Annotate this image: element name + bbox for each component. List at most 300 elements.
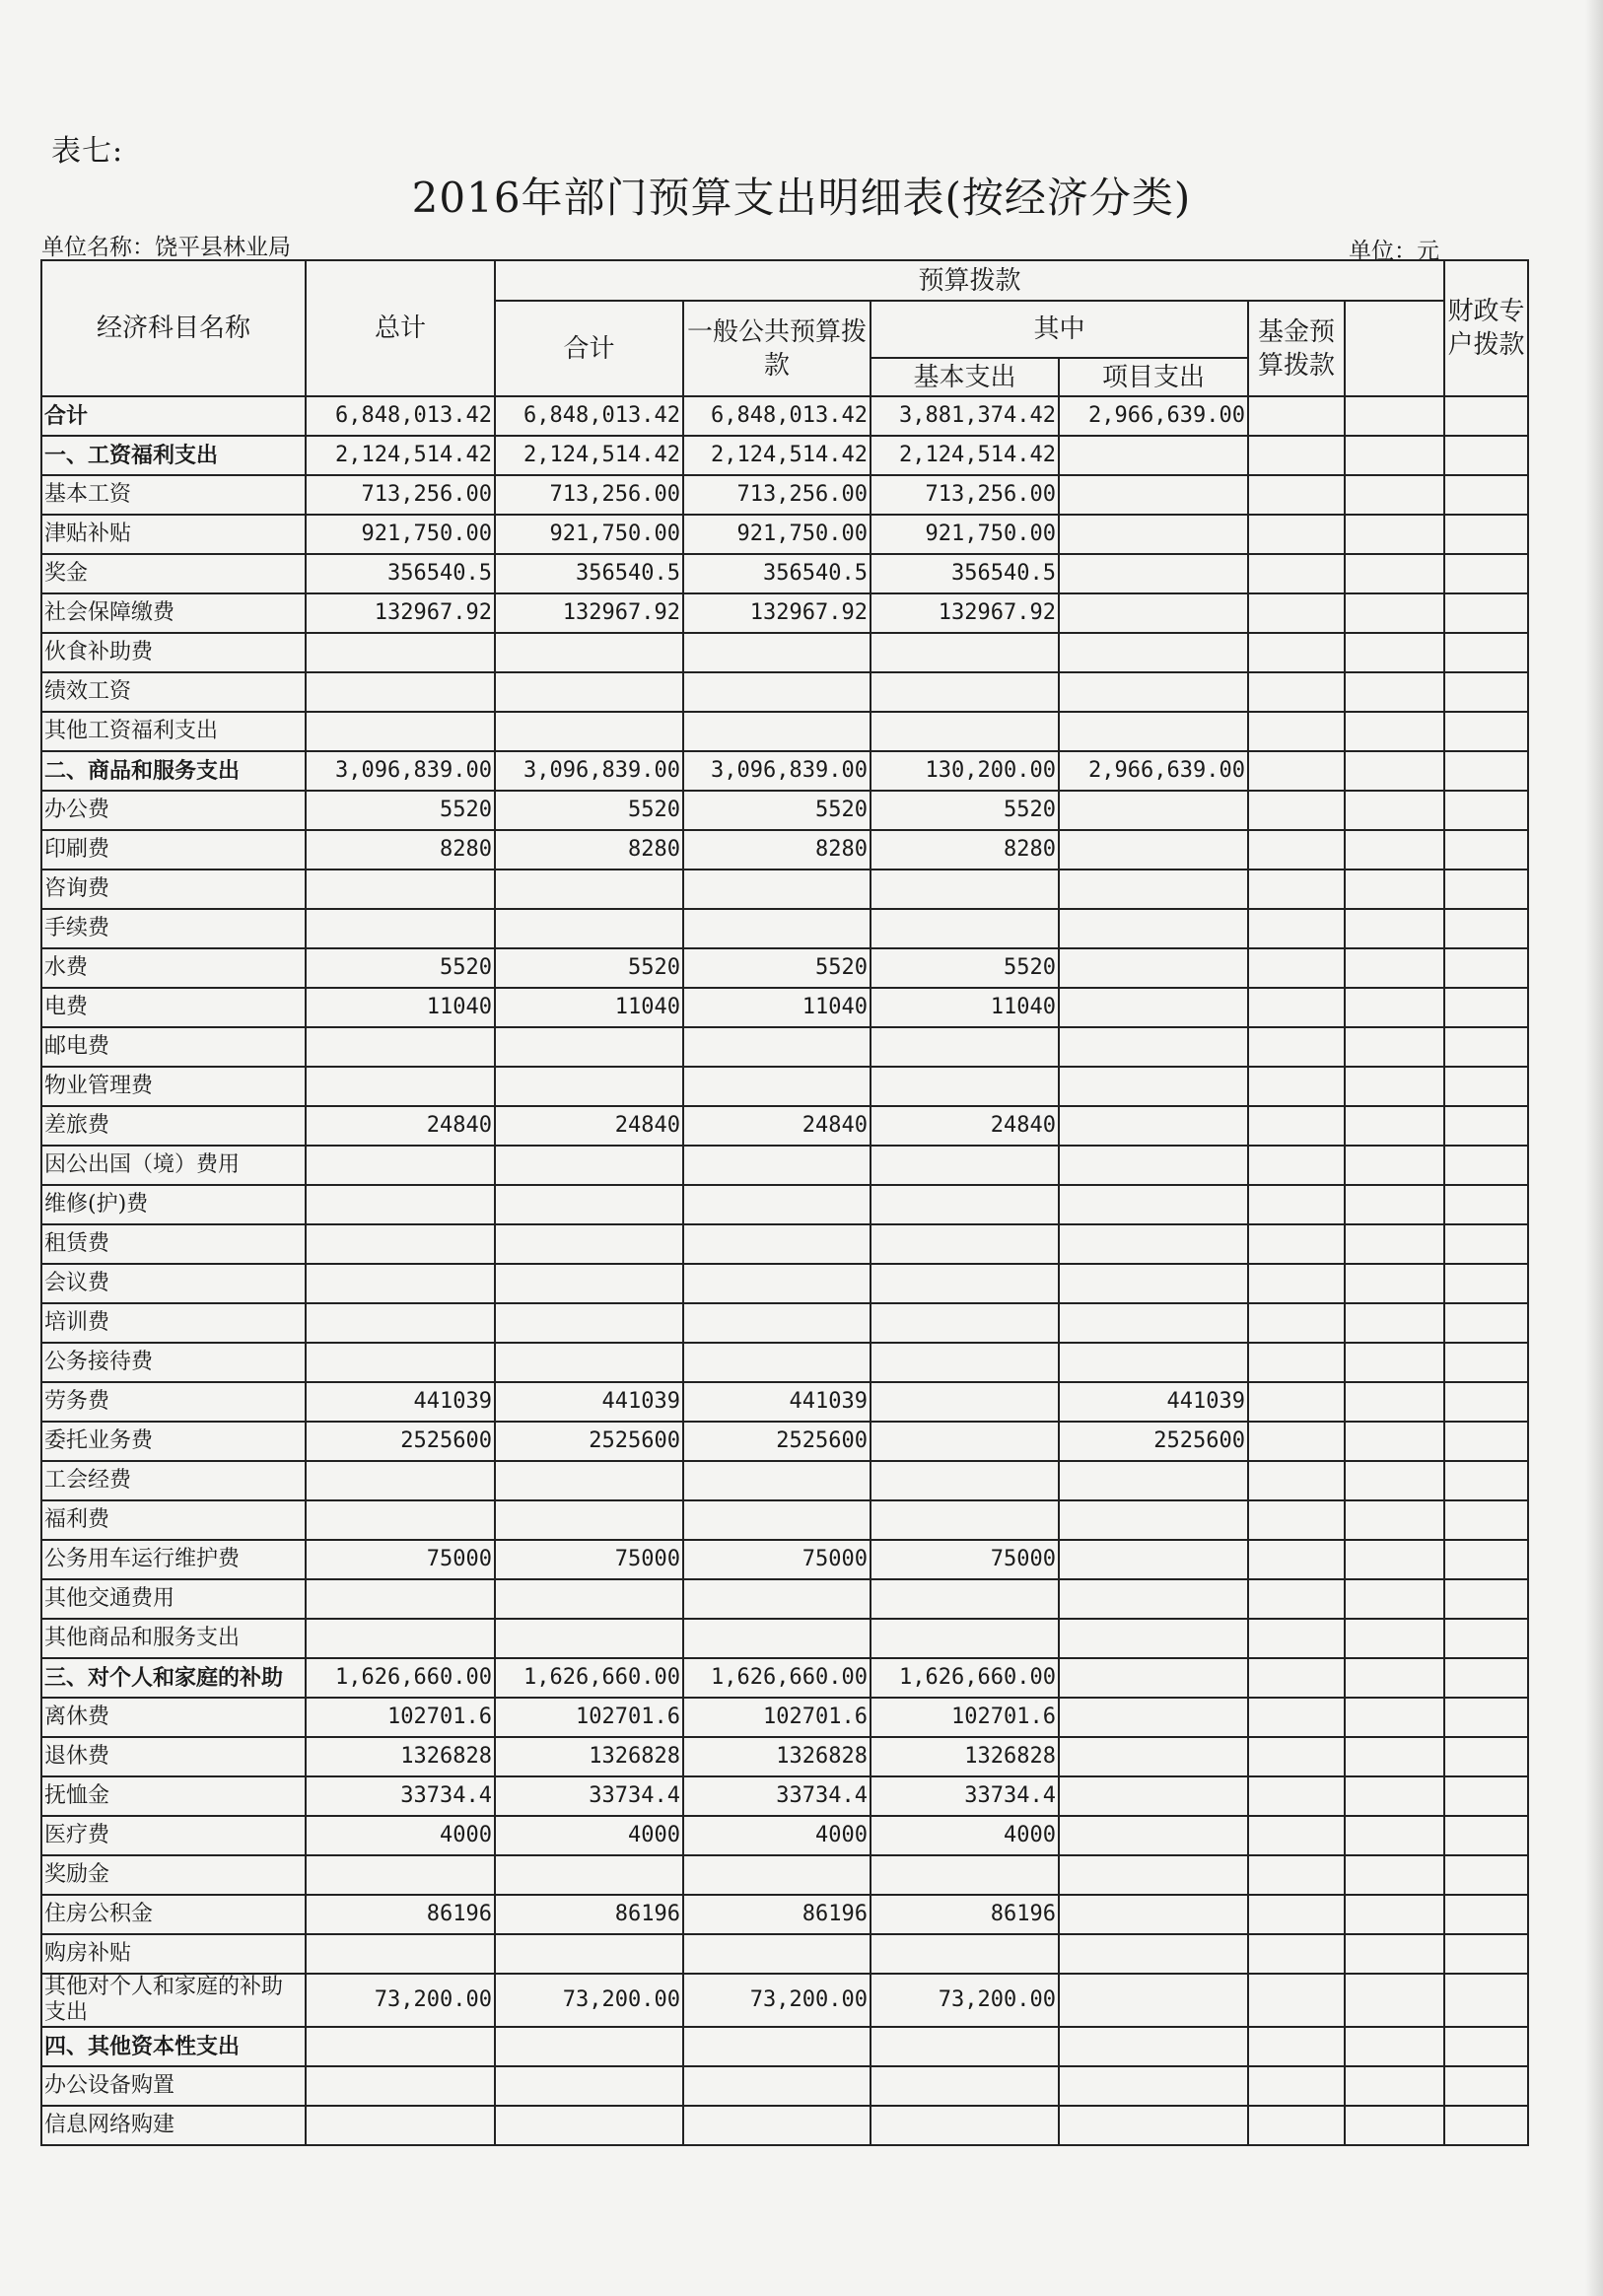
row-name-cell: 二、商品和服务支出 xyxy=(41,751,306,791)
cell-finance xyxy=(1345,1619,1444,1658)
row-name-cell: 办公费 xyxy=(41,791,306,830)
cell-sum xyxy=(495,2106,683,2145)
row-name-cell: 邮电费 xyxy=(41,1027,306,1067)
cell-fund xyxy=(1248,1185,1345,1224)
cell-sum: 86196 xyxy=(495,1895,683,1934)
cell-basic xyxy=(871,672,1059,712)
cell-general: 73,200.00 xyxy=(683,1974,871,2027)
cell-finance xyxy=(1345,1303,1444,1343)
cell-basic xyxy=(871,1343,1059,1382)
cell-fund xyxy=(1248,1461,1345,1500)
cell-total: 24840 xyxy=(306,1106,495,1146)
row-name-cell: 三、对个人和家庭的补助 xyxy=(41,1658,306,1698)
row-name-cell: 差旅费 xyxy=(41,1106,306,1146)
cell-finance xyxy=(1345,396,1444,436)
row-name-cell: 其他交通费用 xyxy=(41,1579,306,1619)
cell-finance xyxy=(1345,1500,1444,1540)
cell-total xyxy=(306,1224,495,1264)
table-row xyxy=(41,1185,1528,1224)
cell-basic xyxy=(871,1855,1059,1895)
table-row xyxy=(41,988,1528,1027)
cell-fund xyxy=(1248,2106,1345,2145)
row-name-cell: 一、工资福利支出 xyxy=(41,436,306,475)
table-row xyxy=(41,1619,1528,1658)
table-row xyxy=(41,475,1528,515)
table-row xyxy=(41,1974,1528,2027)
cell-finance xyxy=(1345,515,1444,554)
row-name-cell: 购房补贴 xyxy=(41,1934,306,1974)
cell-project xyxy=(1059,1264,1248,1303)
cell-general: 5520 xyxy=(683,791,871,830)
row-name-cell: 退休费 xyxy=(41,1737,306,1776)
cell-fund xyxy=(1248,475,1345,515)
cell-basic xyxy=(871,2027,1059,2066)
cell-finance xyxy=(1345,870,1444,909)
cell-sum xyxy=(495,1224,683,1264)
table-row xyxy=(41,1461,1528,1500)
row-name-cell: 津贴补贴 xyxy=(41,515,306,554)
cell-total xyxy=(306,2066,495,2106)
cell-other xyxy=(1444,1658,1528,1698)
cell-total xyxy=(306,1264,495,1303)
cell-fund xyxy=(1248,1855,1345,1895)
cell-other xyxy=(1444,1343,1528,1382)
cell-fund xyxy=(1248,1934,1345,1974)
cell-total xyxy=(306,672,495,712)
cell-other xyxy=(1444,1776,1528,1816)
cell-finance xyxy=(1345,1776,1444,1816)
cell-basic: 5520 xyxy=(871,948,1059,988)
row-name-cell: 合计 xyxy=(41,396,306,436)
cell-basic xyxy=(871,1264,1059,1303)
cell-other xyxy=(1444,593,1528,633)
table-row xyxy=(41,870,1528,909)
col-header-budget-group: 预算拨款 xyxy=(495,260,1444,301)
cell-general: 2525600 xyxy=(683,1422,871,1461)
cell-general xyxy=(683,633,871,672)
cell-finance xyxy=(1345,988,1444,1027)
table-row xyxy=(41,436,1528,475)
cell-basic xyxy=(871,1224,1059,1264)
cell-other xyxy=(1444,988,1528,1027)
table-label: 表七: xyxy=(51,134,124,169)
cell-project xyxy=(1059,593,1248,633)
cell-basic: 3,881,374.42 xyxy=(871,396,1059,436)
cell-total xyxy=(306,1461,495,1500)
cell-finance xyxy=(1345,948,1444,988)
cell-sum xyxy=(495,1461,683,1500)
cell-finance xyxy=(1345,1816,1444,1855)
cell-fund xyxy=(1248,1027,1345,1067)
cell-basic xyxy=(871,1619,1059,1658)
cell-total: 5520 xyxy=(306,948,495,988)
cell-fund xyxy=(1248,2027,1345,2066)
cell-basic: 5520 xyxy=(871,791,1059,830)
cell-fund xyxy=(1248,515,1345,554)
cell-total: 86196 xyxy=(306,1895,495,1934)
cell-finance xyxy=(1345,1146,1444,1185)
row-name-cell: 公务接待费 xyxy=(41,1343,306,1382)
cell-general xyxy=(683,870,871,909)
cell-total: 2525600 xyxy=(306,1422,495,1461)
cell-basic xyxy=(871,1500,1059,1540)
cell-other xyxy=(1444,1500,1528,1540)
cell-project xyxy=(1059,1974,1248,2027)
cell-general: 5520 xyxy=(683,948,871,988)
cell-other xyxy=(1444,1382,1528,1422)
cell-total: 441039 xyxy=(306,1382,495,1422)
cell-fund xyxy=(1248,1106,1345,1146)
cell-other xyxy=(1444,1698,1528,1737)
table-row xyxy=(41,515,1528,554)
cell-basic: 356540.5 xyxy=(871,554,1059,593)
cell-finance xyxy=(1345,554,1444,593)
cell-basic: 1326828 xyxy=(871,1737,1059,1776)
cell-basic: 4000 xyxy=(871,1816,1059,1855)
cell-finance xyxy=(1345,1895,1444,1934)
cell-other xyxy=(1444,870,1528,909)
cell-finance xyxy=(1345,712,1444,751)
cell-basic xyxy=(871,1422,1059,1461)
cell-sum xyxy=(495,712,683,751)
cell-other xyxy=(1444,1619,1528,1658)
row-name-cell: 印刷费 xyxy=(41,830,306,870)
row-name-cell: 医疗费 xyxy=(41,1816,306,1855)
row-name-cell: 奖励金 xyxy=(41,1855,306,1895)
cell-sum: 102701.6 xyxy=(495,1698,683,1737)
cell-fund xyxy=(1248,672,1345,712)
table-row xyxy=(41,1224,1528,1264)
cell-finance xyxy=(1345,1185,1444,1224)
cell-fund xyxy=(1248,1067,1345,1106)
row-name-cell: 其他工资福利支出 xyxy=(41,712,306,751)
cell-sum: 921,750.00 xyxy=(495,515,683,554)
cell-basic: 713,256.00 xyxy=(871,475,1059,515)
table-row xyxy=(41,909,1528,948)
cell-project xyxy=(1059,1737,1248,1776)
cell-total xyxy=(306,870,495,909)
cell-project xyxy=(1059,830,1248,870)
row-name-cell: 伙食补助费 xyxy=(41,633,306,672)
cell-finance xyxy=(1345,1974,1444,2027)
col-header-finance: 财政专户拨款 xyxy=(1444,260,1528,396)
row-name-cell: 住房公积金 xyxy=(41,1895,306,1934)
table-row xyxy=(41,712,1528,751)
cell-other xyxy=(1444,1027,1528,1067)
cell-basic: 8280 xyxy=(871,830,1059,870)
table-row xyxy=(41,2027,1528,2066)
cell-sum: 356540.5 xyxy=(495,554,683,593)
cell-basic xyxy=(871,712,1059,751)
cell-general: 24840 xyxy=(683,1106,871,1146)
cell-total xyxy=(306,2027,495,2066)
cell-fund xyxy=(1248,633,1345,672)
cell-basic xyxy=(871,1579,1059,1619)
table-row xyxy=(41,1027,1528,1067)
cell-finance xyxy=(1345,1658,1444,1698)
cell-finance xyxy=(1345,1934,1444,1974)
row-name-cell: 社会保障缴费 xyxy=(41,593,306,633)
cell-basic: 24840 xyxy=(871,1106,1059,1146)
row-name-cell: 绩效工资 xyxy=(41,672,306,712)
cell-basic: 921,750.00 xyxy=(871,515,1059,554)
cell-fund xyxy=(1248,1974,1345,2027)
table-row xyxy=(41,1737,1528,1776)
cell-sum xyxy=(495,1343,683,1382)
cell-finance xyxy=(1345,633,1444,672)
cell-total: 3,096,839.00 xyxy=(306,751,495,791)
cell-total: 73,200.00 xyxy=(306,1974,495,2027)
cell-general: 132967.92 xyxy=(683,593,871,633)
cell-general: 441039 xyxy=(683,1382,871,1422)
cell-fund xyxy=(1248,1343,1345,1382)
cell-other xyxy=(1444,672,1528,712)
cell-sum xyxy=(495,1619,683,1658)
cell-total: 356540.5 xyxy=(306,554,495,593)
cell-general: 33734.4 xyxy=(683,1776,871,1816)
row-name-cell: 信息网络购建 xyxy=(41,2106,306,2145)
row-name-cell: 离休费 xyxy=(41,1698,306,1737)
cell-other xyxy=(1444,1303,1528,1343)
col-header-total: 总计 xyxy=(306,260,495,396)
cell-total: 6,848,013.42 xyxy=(306,396,495,436)
row-name-cell: 其他商品和服务支出 xyxy=(41,1619,306,1658)
cell-general: 1326828 xyxy=(683,1737,871,1776)
cell-total: 102701.6 xyxy=(306,1698,495,1737)
cell-other xyxy=(1444,1067,1528,1106)
cell-total xyxy=(306,633,495,672)
cell-other xyxy=(1444,1146,1528,1185)
cell-sum xyxy=(495,1500,683,1540)
row-name-cell: 物业管理费 xyxy=(41,1067,306,1106)
cell-general: 4000 xyxy=(683,1816,871,1855)
cell-basic xyxy=(871,1934,1059,1974)
cell-general: 102701.6 xyxy=(683,1698,871,1737)
cell-sum xyxy=(495,1855,683,1895)
cell-sum: 3,096,839.00 xyxy=(495,751,683,791)
cell-total: 4000 xyxy=(306,1816,495,1855)
table-row xyxy=(41,593,1528,633)
cell-finance xyxy=(1345,2106,1444,2145)
cell-sum: 713,256.00 xyxy=(495,475,683,515)
cell-fund xyxy=(1248,1264,1345,1303)
cell-fund xyxy=(1248,1500,1345,1540)
cell-fund xyxy=(1248,1698,1345,1737)
table-row xyxy=(41,751,1528,791)
cell-project: 441039 xyxy=(1059,1382,1248,1422)
cell-sum xyxy=(495,2027,683,2066)
cell-general xyxy=(683,1579,871,1619)
cell-sum xyxy=(495,1027,683,1067)
cell-fund xyxy=(1248,1619,1345,1658)
cell-total xyxy=(306,1185,495,1224)
cell-fund xyxy=(1248,1303,1345,1343)
table-row xyxy=(41,1146,1528,1185)
cell-basic xyxy=(871,633,1059,672)
cell-sum: 75000 xyxy=(495,1540,683,1579)
cell-finance xyxy=(1345,791,1444,830)
cell-project xyxy=(1059,515,1248,554)
cell-fund xyxy=(1248,988,1345,1027)
cell-sum: 1326828 xyxy=(495,1737,683,1776)
cell-other xyxy=(1444,1224,1528,1264)
cell-general: 3,096,839.00 xyxy=(683,751,871,791)
cell-project xyxy=(1059,1540,1248,1579)
cell-general: 1,626,660.00 xyxy=(683,1658,871,1698)
cell-sum xyxy=(495,909,683,948)
cell-general xyxy=(683,1461,871,1500)
col-header-project: 项目支出 xyxy=(1059,358,1248,396)
col-header-sum: 合计 xyxy=(495,301,683,396)
cell-finance xyxy=(1345,751,1444,791)
cell-general xyxy=(683,1303,871,1343)
cell-fund xyxy=(1248,1895,1345,1934)
cell-sum: 2,124,514.42 xyxy=(495,436,683,475)
cell-sum xyxy=(495,1067,683,1106)
cell-sum xyxy=(495,1146,683,1185)
cell-fund xyxy=(1248,909,1345,948)
cell-general: 75000 xyxy=(683,1540,871,1579)
cell-fund xyxy=(1248,1816,1345,1855)
cell-general: 8280 xyxy=(683,830,871,870)
cell-project xyxy=(1059,1776,1248,1816)
cell-project xyxy=(1059,909,1248,948)
cell-general xyxy=(683,1934,871,1974)
cell-total xyxy=(306,1027,495,1067)
row-name-cell: 租赁费 xyxy=(41,1224,306,1264)
cell-basic xyxy=(871,909,1059,948)
cell-total xyxy=(306,2106,495,2145)
table-row xyxy=(41,1776,1528,1816)
cell-other xyxy=(1444,1934,1528,1974)
row-name-cell: 劳务费 xyxy=(41,1382,306,1422)
cell-sum: 5520 xyxy=(495,791,683,830)
table-row xyxy=(41,1264,1528,1303)
row-name-cell: 办公设备购置 xyxy=(41,2066,306,2106)
cell-finance xyxy=(1345,475,1444,515)
cell-project xyxy=(1059,1146,1248,1185)
cell-project xyxy=(1059,1106,1248,1146)
cell-project xyxy=(1059,712,1248,751)
cell-general xyxy=(683,1264,871,1303)
cell-total: 33734.4 xyxy=(306,1776,495,1816)
cell-project xyxy=(1059,870,1248,909)
cell-other xyxy=(1444,1737,1528,1776)
table-row xyxy=(41,1934,1528,1974)
cell-general xyxy=(683,2027,871,2066)
cell-basic: 73,200.00 xyxy=(871,1974,1059,2027)
cell-basic xyxy=(871,1185,1059,1224)
cell-total xyxy=(306,712,495,751)
cell-general xyxy=(683,909,871,948)
cell-finance xyxy=(1345,1698,1444,1737)
cell-finance xyxy=(1345,909,1444,948)
cell-fund xyxy=(1248,1658,1345,1698)
cell-fund xyxy=(1248,2066,1345,2106)
row-name-cell: 维修(护)费 xyxy=(41,1185,306,1224)
row-name-cell: 咨询费 xyxy=(41,870,306,909)
cell-fund xyxy=(1248,1737,1345,1776)
cell-project xyxy=(1059,1461,1248,1500)
cell-basic: 11040 xyxy=(871,988,1059,1027)
cell-general xyxy=(683,1224,871,1264)
cell-other xyxy=(1444,554,1528,593)
table-row xyxy=(41,2106,1528,2145)
table-row xyxy=(41,1343,1528,1382)
row-name-cell: 手续费 xyxy=(41,909,306,948)
cell-sum: 1,626,660.00 xyxy=(495,1658,683,1698)
cell-other xyxy=(1444,1895,1528,1934)
scan-edge-shadow xyxy=(1585,0,1603,2296)
cell-other xyxy=(1444,1855,1528,1895)
table-header xyxy=(41,260,1528,396)
table-row xyxy=(41,554,1528,593)
cell-fund xyxy=(1248,396,1345,436)
cell-total xyxy=(306,1579,495,1619)
cell-project xyxy=(1059,554,1248,593)
cell-other xyxy=(1444,1974,1528,2027)
cell-finance xyxy=(1345,2066,1444,2106)
cell-project xyxy=(1059,1579,1248,1619)
cell-sum: 5520 xyxy=(495,948,683,988)
cell-sum xyxy=(495,1303,683,1343)
cell-fund xyxy=(1248,948,1345,988)
cell-total xyxy=(306,1067,495,1106)
cell-basic: 102701.6 xyxy=(871,1698,1059,1737)
cell-total xyxy=(306,1619,495,1658)
cell-project xyxy=(1059,1934,1248,1974)
cell-other xyxy=(1444,1461,1528,1500)
cell-sum xyxy=(495,1264,683,1303)
cell-fund xyxy=(1248,1382,1345,1422)
cell-general xyxy=(683,1500,871,1540)
cell-finance xyxy=(1345,1106,1444,1146)
table-row xyxy=(41,1816,1528,1855)
cell-general: 6,848,013.42 xyxy=(683,396,871,436)
cell-fund xyxy=(1248,1776,1345,1816)
col-header-among: 其中 xyxy=(871,301,1248,358)
cell-project xyxy=(1059,1698,1248,1737)
cell-finance xyxy=(1345,1855,1444,1895)
cell-basic xyxy=(871,1146,1059,1185)
cell-general: 356540.5 xyxy=(683,554,871,593)
cell-other xyxy=(1444,2066,1528,2106)
cell-other xyxy=(1444,1264,1528,1303)
cell-finance xyxy=(1345,1027,1444,1067)
cell-finance xyxy=(1345,1579,1444,1619)
cell-total xyxy=(306,1343,495,1382)
cell-other xyxy=(1444,515,1528,554)
cell-total: 921,750.00 xyxy=(306,515,495,554)
cell-project xyxy=(1059,1343,1248,1382)
cell-sum xyxy=(495,1185,683,1224)
cell-total: 11040 xyxy=(306,988,495,1027)
cell-sum: 24840 xyxy=(495,1106,683,1146)
cell-general xyxy=(683,1343,871,1382)
cell-total: 8280 xyxy=(306,830,495,870)
col-header-name: 经济科目名称 xyxy=(41,260,306,396)
cell-project: 2,966,639.00 xyxy=(1059,751,1248,791)
cell-finance xyxy=(1345,672,1444,712)
budget-table xyxy=(40,259,1529,2146)
cell-project xyxy=(1059,1816,1248,1855)
cell-finance xyxy=(1345,1737,1444,1776)
row-name-cell: 公务用车运行维护费 xyxy=(41,1540,306,1579)
cell-total xyxy=(306,1500,495,1540)
cell-project xyxy=(1059,1658,1248,1698)
cell-fund xyxy=(1248,712,1345,751)
cell-sum xyxy=(495,1579,683,1619)
